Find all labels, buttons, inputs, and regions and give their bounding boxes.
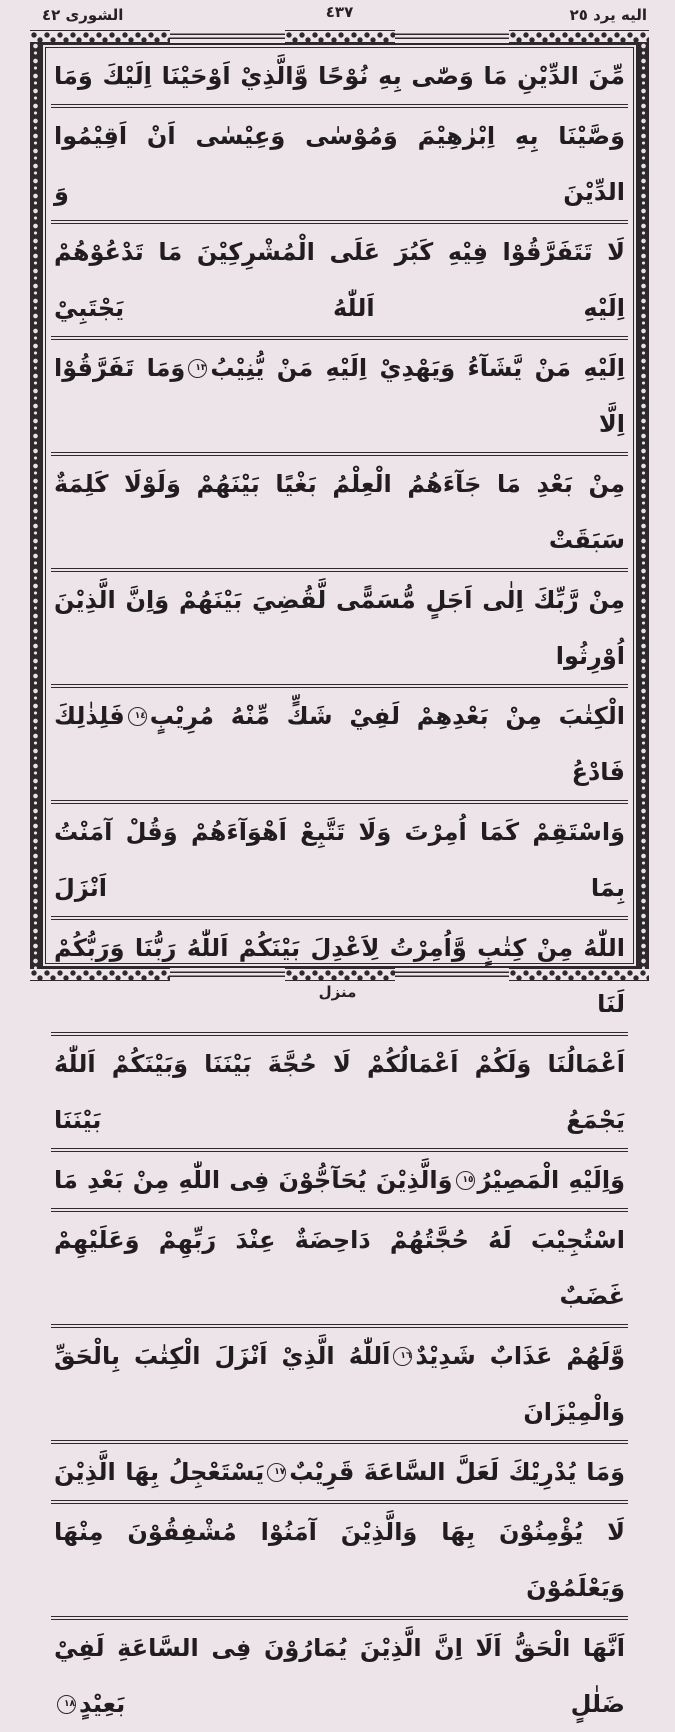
verse-text: اَللّٰهُ الَّذِيْ اَنْزَلَ الْكِتٰبَ بِالْحَقِّ وَالْمِيْزَانَ [54,1342,625,1426]
page-header [30,3,649,29]
quran-line [51,1152,628,1212]
quran-line [51,688,628,804]
quran-line [51,1328,628,1444]
quran-line [51,1036,628,1152]
quran-line [51,1620,628,1732]
verse-text: وَمَا تَفَرَّقُوْا اِلَّا [54,354,625,438]
quran-line [51,1212,628,1328]
surah-title: الشورى ٤٢ [42,6,124,24]
verse-text: مِّنَ الدِّيْنِ مَا وَصّٰى بِهِ نُوْحًا وَّالَّذِيْ اَوْحَيْنَا اِلَيْكَ وَمَا [54,62,625,90]
quran-line [51,456,628,572]
quran-line [51,572,628,688]
verse-text: اللّٰهُ مِنْ كِتٰبٍ وَّاُمِرْتُ لِاَعْدِلَ بَيْنَكُمْ اَللّٰهُ رَبُّنَا وَرَبُّكُمْ لَنَا [54,934,625,1018]
ornament-band-left [30,42,41,969]
scrollwork-motif [30,30,170,43]
ornament-band-right [638,42,649,969]
ornament-band-top [30,30,649,43]
scrollwork-motif [509,30,649,43]
scrollwork-motif [285,30,395,43]
verse-text: يَسْتَعْجِلُ بِهَا الَّذِيْنَ [54,1458,265,1486]
quran-line [51,108,628,224]
verse-text: مِنْ رَّبِّكَ اِلٰى اَجَلٍ مُّسَمًّى لَّقُضِيَ بَيْنَهُمْ وَاِنَّ الَّذِيْنَ اُوْرِثُوا [54,586,625,670]
verse-text: لَا يُؤْمِنُوْنَ بِهَا وَالَّذِيْنَ آمَنُوْا مُشْفِقُوْنَ مِنْهَا وَيَعْلَمُوْنَ [54,1518,625,1602]
ayah-end-marker: ١٨ [57,1695,76,1714]
catchword: منزل [318,983,357,1001]
verse-text: وَّلَهُمْ عَذَابٌ شَدِيْدٌ [415,1342,626,1370]
verse-text: اِلَيْهِ مَنْ يَّشَآءُ وَيَهْدِيْ اِلَيْهِ مَنْ يُّنِيْبُ [210,354,625,382]
verse-text: مِنْ بَعْدِ مَا جَآءَهُمُ الْعِلْمُ بَغْيًا بَيْنَهُمْ وَلَوْلَا كَلِمَةٌ سَبَقَتْ [54,470,625,554]
verse-text: وَاسْتَقِمْ كَمَا اُمِرْتَ وَلَا تَتَّبِعْ اَهْوَآءَهُمْ وَقُلْ آمَنْتُ بِمَا اَنْزَلَ [54,818,625,902]
page-footer [0,982,675,1001]
juz-title: اليه يرد ٢٥ [569,6,647,24]
quran-line [51,48,628,108]
quran-line [51,804,628,920]
quran-line [51,1444,628,1504]
ayah-end-marker: ١٤ [128,707,147,726]
double-rule [170,30,285,43]
verse-text: فَلِذٰلِكَ فَادْعُ [54,702,625,786]
verse-text: وَمَا يُدْرِيْكَ لَعَلَّ السَّاعَةَ قَرِيْبٌ [289,1458,625,1486]
verse-text: لَا تَتَفَرَّقُوْا فِيْهِ كَبُرَ عَلَى الْمُشْرِكِيْنَ مَا تَدْعُوْهُمْ اِلَيْهِ اَللّٰهُ يَجْتَبِيْ [54,238,625,322]
ayah-end-marker: ١٥ [456,1171,475,1190]
ayah-end-marker: ١٣ [188,359,207,378]
quran-line [51,224,628,340]
ayah-end-marker: ١٧ [267,1463,286,1482]
verse-text: اسْتُجِيْبَ لَهُ حُجَّتُهُمْ دَاحِضَةٌ عِنْدَ رَبِّهِمْ وَعَلَيْهِمْ غَضَبٌ [54,1226,625,1310]
quran-line [51,920,628,1036]
page-number: ٤٣٧ [325,3,354,21]
ayah-end-marker: ١٦ [393,1347,412,1366]
quran-line [51,340,628,456]
verse-text: وَصَّيْنَا بِهِ اِبْرٰهِيْمَ وَمُوْسٰى وَعِيْسٰى اَنْ اَقِيْمُوا الدِّيْنَ وَ [54,122,625,206]
verse-text: وَاِلَيْهِ الْمَصِيْرُ [477,1166,625,1194]
verse-text: اَنَّهَا الْحَقُّ اَلَا اِنَّ الَّذِيْنَ يُمَارُوْنَ فِى السَّاعَةِ لَفِيْ ضَلٰلٍ بَعِيْدٍ [54,1634,625,1718]
double-rule [395,30,510,43]
verse-text: اَعْمَالُنَا وَلَكُمْ اَعْمَالُكُمْ لَا حُجَّةَ بَيْنَنَا وَبَيْنَكُمْ اَللّٰهُ يَجْمَعُ بَيْنَنَا [54,1050,625,1134]
quran-line [51,1504,628,1620]
verse-text: الْكِتٰبَ مِنْ بَعْدِهِمْ لَفِيْ شَكٍّ مِّنْهُ مُرِيْبٍ [149,702,625,730]
verse-text: وَالَّذِيْنَ يُحَآجُّوْنَ فِى اللّٰهِ مِنْ بَعْدِ مَا [54,1166,453,1194]
